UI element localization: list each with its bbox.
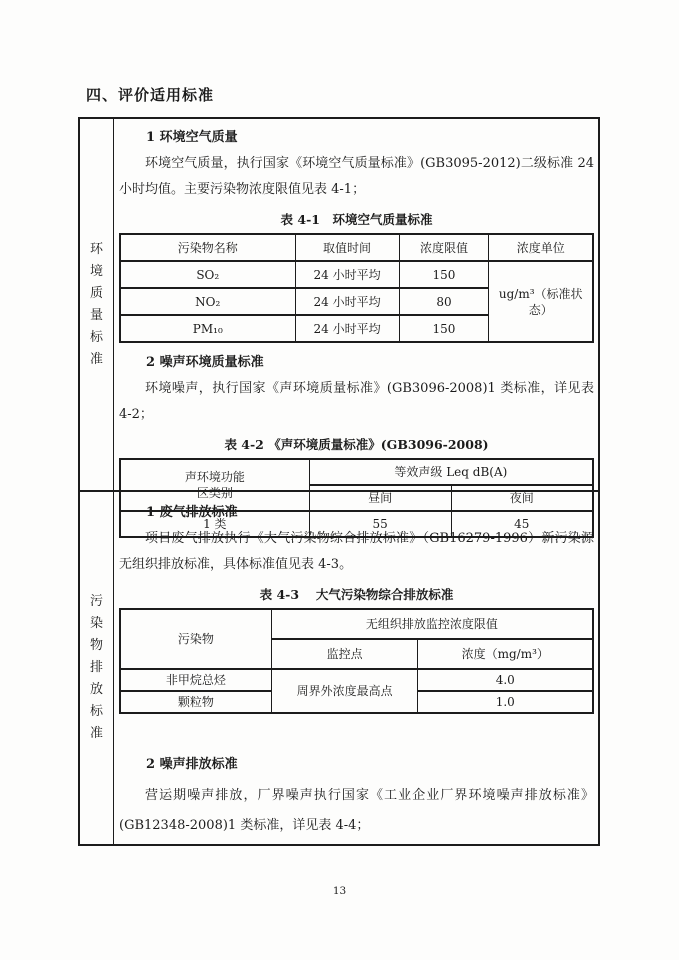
table-4-2-header-row-1	[120, 459, 593, 485]
header-function-zone-line1: 声环境功能	[184, 470, 245, 484]
table-row	[120, 261, 593, 288]
cell-pollutant: NO₂	[120, 288, 295, 315]
air-quality-paragraph: 环境空气质量，执行国家《环境空气质量标准》(GB3095-2012)二级标准 24 小时均值。主要污染物浓度限值见表 4-1；	[119, 156, 594, 197]
air-quality-heading: 1 环境空气质量	[146, 130, 238, 145]
cell-value: 1.0	[418, 691, 593, 713]
header-concentration-limit: 浓度限值	[399, 234, 489, 261]
cell-time: 24 小时平均	[295, 315, 399, 342]
table-4-3-caption: 表 4-3 大气污染物综合排放标准	[259, 587, 454, 602]
discharge-side-cell	[80, 492, 114, 844]
table-4-2-caption: 表 4-2 《声环境质量标准》(GB3096-2008)	[224, 437, 489, 452]
cell-night-value: 45	[451, 511, 593, 537]
header-pollutant-name: 污染物名称	[120, 234, 295, 261]
page-title: 四、评价适用标准	[86, 86, 215, 104]
env-quality-side-label: 环境质量标准	[89, 241, 103, 367]
header-pollutant: 污染物	[120, 609, 271, 669]
cell-limit: 150	[399, 315, 489, 342]
env-quality-side-cell	[80, 119, 114, 490]
cell-time: 24 小时平均	[295, 288, 399, 315]
cell-limit: 80	[399, 288, 489, 315]
table-4-3	[119, 608, 594, 714]
cell-pollutant: SO₂	[120, 261, 295, 288]
header-averaging-time: 取值时间	[295, 234, 399, 261]
table-4-3-header-row-1	[120, 609, 593, 639]
cell-time: 24 小时平均	[295, 261, 399, 288]
table-row	[120, 669, 593, 691]
cell-pollutant: PM₁₀	[120, 315, 295, 342]
cell-zone-category: 1 类	[120, 511, 309, 537]
standards-outer-table	[78, 117, 600, 846]
page-number: 13	[332, 885, 347, 897]
table-4-1	[119, 233, 594, 343]
table-4-1-header-row	[120, 234, 593, 261]
header-daytime: 昼间	[309, 485, 451, 511]
table-4-1-caption: 表 4-1 环境空气质量标准	[280, 212, 433, 227]
noise-discharge-paragraph: 营运期噪声排放，厂界噪声执行国家《工业企业厂界环境噪声排放标准》(GB12348-2008)1 类标准，详见表 4-4；	[119, 788, 594, 833]
header-leq-group: 等效声级 Leq dB(A)	[309, 459, 593, 485]
noise-discharge-heading: 2 噪声排放标准	[146, 757, 238, 772]
cell-unit: ug/m³（标准状态）	[489, 261, 593, 342]
noise-quality-paragraph: 环境噪声，执行国家《声环境质量标准》(GB3096-2008)1 类标准，详见表 4-2；	[119, 381, 594, 422]
gas-discharge-heading: 1 废气排放标准	[146, 505, 238, 520]
header-monitor-point: 监控点	[271, 639, 418, 669]
header-nighttime: 夜间	[451, 485, 593, 511]
cell-limit: 150	[399, 261, 489, 288]
noise-quality-heading: 2 噪声环境质量标准	[146, 355, 264, 370]
header-fugitive-limit-group: 无组织排放监控浓度限值	[271, 609, 593, 639]
gas-discharge-paragraph: 项目废气排放执行《大气污染物综合排放标准》（GB16279-1996）新污染源无组织排放标准，具体标准值见表 4-3。	[119, 531, 594, 572]
header-concentration: 浓度（mg/m³）	[418, 639, 593, 669]
cell-value: 4.0	[418, 669, 593, 691]
discharge-content	[114, 492, 598, 844]
cell-monitor-point: 周界外浓度最高点	[271, 669, 418, 713]
discharge-row	[80, 492, 598, 844]
cell-pollutant: 颗粒物	[120, 691, 271, 713]
cell-day-value: 55	[309, 511, 451, 537]
discharge-side-label: 污染物排放标准	[89, 594, 103, 741]
header-function-zone-line2: 区类别	[196, 486, 233, 500]
cell-pollutant: 非甲烷总烃	[120, 669, 271, 691]
header-concentration-unit: 浓度单位	[489, 234, 593, 261]
